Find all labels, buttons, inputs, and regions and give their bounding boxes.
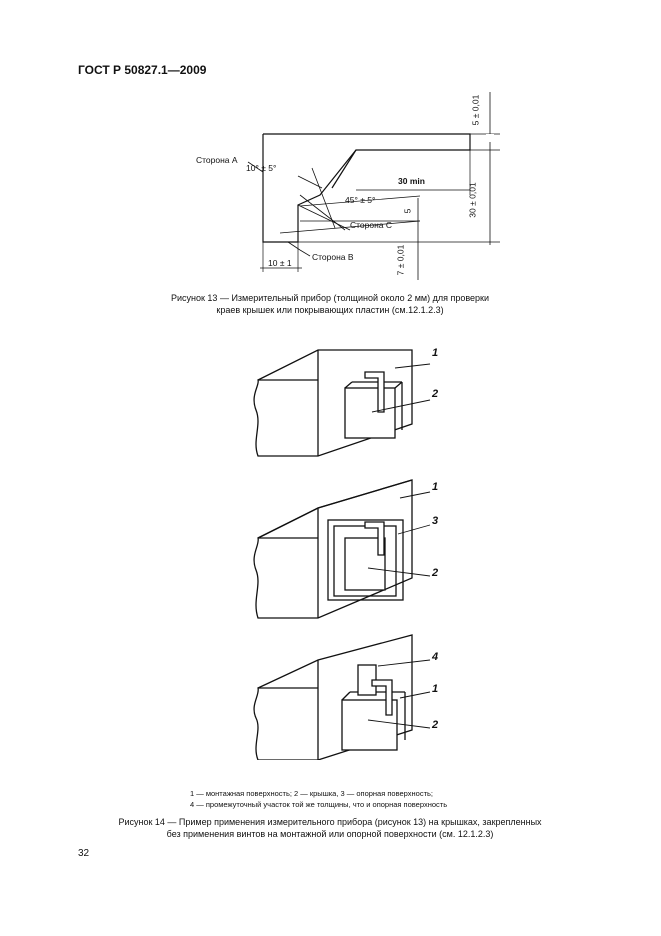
label-side-a: Сторона А	[196, 155, 238, 165]
label-angle-10: 10° ± 5°	[246, 163, 277, 173]
caption-line: Рисунок 13 — Измерительный прибор (толщиной около 2 мм) для проверки	[170, 293, 489, 303]
callout-b-3: 3	[432, 515, 439, 527]
callout-b-1: 1	[432, 481, 439, 493]
caption-line: Рисунок 14 — Пример применения измерительного прибора (рисунок 13) на крышках, закрепленных	[118, 817, 542, 827]
legend-line: 4 — промежуточный участок той же толщины, что и опорная поверхность	[190, 800, 448, 809]
callout-a-2: 2	[432, 388, 439, 400]
label-vdim-bot: 7 ± 0,01	[395, 244, 406, 276]
figure-13-caption	[100, 292, 560, 316]
callout-a-1: 1	[432, 347, 439, 359]
label-vdim-top: 5 ± 0,01	[470, 94, 481, 126]
figure-14-drawing	[0, 330, 661, 760]
caption-line: без применения винтов на монтажной или опорной поверхности (см. 12.1.2.3)	[166, 829, 494, 839]
label-side-b: Сторона В	[312, 252, 354, 262]
callout-c-1: 1	[432, 683, 439, 695]
legend-line: 1 — монтажная поверхность; 2 — крышка, 3 — опорная поверхность;	[190, 789, 434, 798]
figure-14-legend	[190, 788, 447, 810]
callout-b-2: 2	[432, 567, 439, 579]
label-angle-45: 45° ± 5°	[345, 195, 376, 205]
label-dim-10: 10 ± 1	[268, 258, 292, 268]
label-dim-5: 5	[402, 208, 413, 214]
document-header: ГОСТ Р 50827.1—2009	[78, 63, 207, 77]
caption-line: краев крышек или покрывающих пластин (см.12.1.2.3)	[216, 305, 444, 315]
label-vdim-mid: 30 ± 0,01	[467, 182, 478, 218]
label-30-min: 30 min	[398, 176, 425, 186]
page-number: 32	[78, 848, 90, 859]
label-side-c: Сторона С	[350, 220, 393, 230]
figure-14-caption	[70, 816, 590, 840]
callout-c-2: 2	[432, 719, 439, 731]
callout-c-4: 4	[432, 651, 439, 663]
